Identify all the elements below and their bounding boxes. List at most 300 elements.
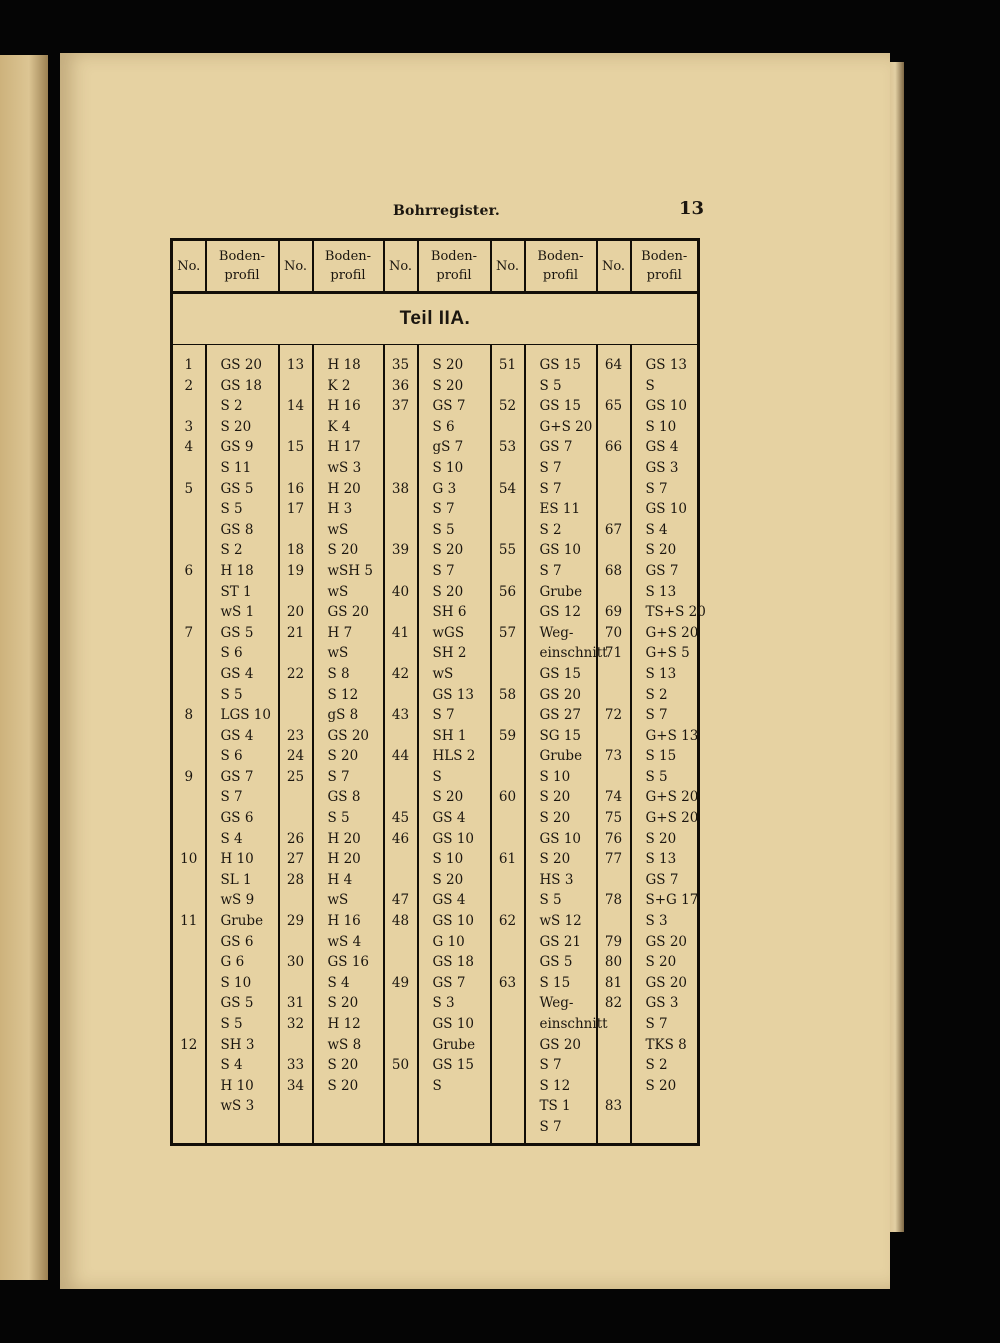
- soil-profile: S 20: [645, 830, 677, 847]
- bore-number: [598, 1076, 630, 1097]
- soil-profile: S 7: [327, 768, 350, 785]
- soil-profile: S 20: [539, 851, 571, 868]
- bore-register-table: [170, 238, 706, 1146]
- bore-number: 72: [604, 707, 623, 724]
- bore-number: [173, 870, 205, 891]
- soil-profile: S 13: [645, 665, 677, 682]
- soil-profile: LGS 10: [220, 707, 271, 724]
- soil-profile: Weg-: [539, 995, 574, 1012]
- soil-profile: S 20: [539, 789, 571, 806]
- soil-profile: H 20: [327, 851, 361, 868]
- header-profile: [525, 240, 597, 293]
- bore-number: [280, 417, 312, 438]
- running-header: Bohrregister.: [393, 203, 500, 219]
- soil-profile: S 20: [432, 871, 464, 888]
- bore-number: 56: [498, 583, 517, 600]
- soil-profile: S 6: [220, 748, 243, 765]
- bore-number: 2: [184, 377, 194, 394]
- profile-column-1: [206, 345, 279, 1145]
- bore-number: 15: [286, 439, 305, 456]
- no-column-2: [279, 345, 313, 1145]
- soil-profile: H 16: [327, 913, 361, 930]
- soil-profile: G+S 5: [645, 645, 690, 662]
- soil-profile: S 11: [220, 459, 252, 476]
- bore-number: 21: [286, 624, 305, 641]
- bore-number: 64: [604, 357, 623, 373]
- soil-profile: H 20: [327, 830, 361, 847]
- bore-number: [492, 458, 524, 479]
- bore-number: [280, 643, 312, 664]
- bore-number: [385, 458, 417, 479]
- header-profile-line2: profil: [542, 268, 579, 283]
- bore-number: [598, 582, 630, 603]
- bore-number: [492, 705, 524, 726]
- bore-number: 63: [498, 974, 517, 991]
- soil-profile: S 13: [645, 583, 677, 600]
- bore-number: 46: [391, 830, 410, 847]
- soil-profile: Grube: [539, 583, 583, 600]
- bore-number: [492, 499, 524, 520]
- bore-number: [173, 1014, 205, 1035]
- bore-number: 54: [498, 480, 517, 497]
- bore-number: [598, 479, 630, 500]
- bore-number: [173, 1076, 205, 1097]
- bore-number: 75: [604, 810, 623, 827]
- no-column-3: [384, 345, 418, 1145]
- bore-number: [598, 726, 630, 747]
- bore-number: [492, 643, 524, 664]
- bore-number: [385, 726, 417, 747]
- bore-number: [492, 1055, 524, 1076]
- bore-number: [173, 787, 205, 808]
- bore-number: [492, 870, 524, 891]
- bore-number: [280, 973, 312, 994]
- bore-number: 18: [286, 542, 305, 559]
- bore-number: 73: [604, 748, 623, 765]
- soil-profile: H 3: [327, 501, 353, 518]
- soil-profile: GS 7: [432, 398, 466, 415]
- bore-number: [492, 1096, 524, 1117]
- bore-number: [492, 520, 524, 541]
- soil-profile: S 7: [645, 1016, 668, 1032]
- bore-number: [598, 458, 630, 479]
- soil-profile: S+G 17: [645, 892, 699, 909]
- header-profile-line1: Boden-: [430, 249, 478, 264]
- soil-profile: S 8: [327, 665, 350, 682]
- soil-profile: S 20: [432, 542, 464, 559]
- soil-profile: wS 3: [327, 459, 362, 476]
- soil-profile: GS 6: [220, 810, 254, 827]
- bore-number: 67: [604, 521, 623, 538]
- bore-number: [598, 1055, 630, 1076]
- soil-profile: S 10: [220, 974, 252, 991]
- bore-number: [385, 787, 417, 808]
- soil-profile: S 4: [220, 1057, 243, 1074]
- header-profile: [206, 240, 279, 293]
- bore-number: [280, 582, 312, 603]
- soil-profile: TS+S 20: [645, 604, 706, 621]
- header-profile-line1: Boden-: [324, 249, 372, 264]
- bore-number: [492, 602, 524, 623]
- soil-profile: wS 3: [220, 1098, 255, 1115]
- soil-profile: S 7: [539, 562, 562, 579]
- soil-profile: wS: [327, 645, 349, 662]
- soil-profile: G+S 13: [645, 727, 699, 744]
- bore-number: [598, 911, 630, 932]
- bore-number: 81: [604, 974, 623, 991]
- bore-number: [173, 808, 205, 829]
- soil-profile: GS 8: [327, 789, 361, 806]
- soil-profile: GS 20: [539, 1036, 582, 1053]
- bore-number: [173, 664, 205, 685]
- soil-profile: GS 4: [432, 810, 466, 827]
- bore-number: [173, 1096, 205, 1117]
- soil-profile: S 20: [327, 1057, 359, 1074]
- profile-column-3: [418, 345, 491, 1145]
- bore-number: [280, 787, 312, 808]
- soil-profile: H 7: [327, 624, 353, 641]
- soil-profile: S 6: [220, 645, 243, 662]
- header-no: No.: [597, 240, 631, 293]
- soil-profile: GS 15: [539, 398, 582, 415]
- bore-number: 4: [184, 439, 194, 456]
- header-profile: [631, 240, 699, 293]
- bore-number: 44: [391, 748, 410, 765]
- bore-number: 7: [184, 624, 194, 641]
- bore-number: [385, 643, 417, 664]
- soil-profile: S 4: [327, 974, 350, 991]
- bore-number: 76: [604, 830, 623, 847]
- bore-number: [173, 540, 205, 561]
- soil-profile: GS 10: [432, 913, 475, 930]
- soil-profile: gS 8: [327, 707, 359, 724]
- bore-number: [280, 685, 312, 706]
- bore-number: [173, 890, 205, 911]
- no-column-1: [172, 345, 206, 1145]
- soil-profile: wS: [327, 583, 349, 600]
- soil-profile: S 5: [220, 1016, 243, 1032]
- soil-profile: einschnitt: [539, 1016, 608, 1032]
- soil-profile: Grube: [432, 1036, 476, 1053]
- bore-number: [173, 726, 205, 747]
- soil-profile: GS 15: [539, 665, 582, 682]
- soil-profile: GS 13: [645, 357, 688, 373]
- soil-profile: S 20: [432, 789, 464, 806]
- soil-profile: S 5: [432, 521, 455, 538]
- bore-number: 53: [498, 439, 517, 456]
- bore-number: [385, 993, 417, 1014]
- bore-number: 17: [286, 501, 305, 518]
- soil-profile: GS 18: [220, 377, 263, 394]
- soil-profile: wS 1: [220, 604, 255, 621]
- soil-profile: SL 1: [220, 871, 252, 888]
- bore-number: [173, 932, 205, 953]
- bore-number: [492, 767, 524, 788]
- bore-number: [492, 746, 524, 767]
- bore-number: 38: [391, 480, 410, 497]
- soil-profile: wS 8: [327, 1036, 362, 1053]
- header-profile-line1: Boden-: [218, 249, 266, 264]
- bore-number: 69: [604, 604, 623, 621]
- soil-profile: S 20: [539, 810, 571, 827]
- soil-profile: GS 4: [220, 727, 254, 744]
- soil-profile: GS 10: [645, 501, 688, 518]
- soil-profile: GS 7: [645, 562, 679, 579]
- soil-profile: G+S 20: [645, 810, 699, 827]
- bore-number: 10: [180, 851, 198, 868]
- bore-number: [385, 602, 417, 623]
- soil-profile: gS 7: [432, 439, 464, 456]
- soil-profile: S 20: [432, 357, 464, 373]
- soil-profile: wS 9: [220, 892, 255, 909]
- bore-number: 35: [391, 357, 410, 373]
- bore-number: 49: [391, 974, 410, 991]
- header-profile-line1: Boden-: [641, 249, 688, 264]
- soil-profile: S 5: [645, 768, 668, 785]
- soil-profile: GS 20: [327, 727, 370, 744]
- bore-number: 51: [498, 357, 517, 373]
- soil-profile: K 2: [327, 377, 351, 394]
- left-page-edge: [0, 55, 48, 1280]
- soil-profile: S 5: [539, 892, 562, 909]
- header-profile-line2: profil: [646, 268, 682, 283]
- soil-profile: G 10: [432, 933, 465, 950]
- bore-number: 33: [286, 1057, 305, 1074]
- soil-profile: SH 2: [432, 645, 467, 662]
- bore-number: [173, 993, 205, 1014]
- soil-profile: ES 11: [539, 501, 581, 518]
- bore-number: [598, 685, 630, 706]
- bore-number: [492, 808, 524, 829]
- bore-number: 62: [498, 913, 517, 930]
- soil-profile: S 7: [645, 480, 668, 497]
- bore-number: [280, 808, 312, 829]
- soil-profile: S 3: [432, 995, 455, 1012]
- soil-profile: ST 1: [220, 583, 252, 600]
- bore-number: 83: [604, 1098, 623, 1115]
- soil-profile: GS 20: [645, 974, 688, 991]
- soil-profile: GS 18: [432, 954, 475, 971]
- soil-profile: H 4: [327, 871, 353, 888]
- soil-profile: S 3: [645, 913, 668, 930]
- bore-number: 47: [391, 892, 410, 909]
- soil-profile: S 20: [432, 377, 464, 394]
- bore-number: 13: [286, 357, 305, 373]
- bore-number: [173, 685, 205, 706]
- soil-profile: Grube: [220, 913, 264, 930]
- soil-profile: S 12: [539, 1077, 571, 1094]
- soil-profile: S 2: [645, 1057, 668, 1074]
- soil-profile: S 10: [539, 768, 571, 785]
- header-no: No.: [172, 240, 206, 293]
- soil-profile: GS 27: [539, 707, 582, 724]
- bore-number: [385, 417, 417, 438]
- soil-profile: GS 15: [539, 357, 582, 373]
- soil-profile: S 2: [220, 398, 243, 415]
- soil-profile: wS 12: [539, 913, 582, 930]
- bore-number: 68: [604, 562, 623, 579]
- soil-profile: GS 20: [220, 357, 263, 373]
- bore-number: [280, 458, 312, 479]
- soil-profile: H 18: [220, 562, 254, 579]
- bore-number: [385, 1096, 417, 1117]
- soil-profile: GS 16: [327, 954, 370, 971]
- bore-number: 71: [604, 645, 623, 662]
- bore-number: [385, 1014, 417, 1035]
- bore-number: [492, 376, 524, 397]
- bore-number: 82: [604, 995, 623, 1012]
- table-header-row: [172, 240, 699, 293]
- bore-number: [598, 664, 630, 685]
- bore-number: 31: [286, 995, 305, 1012]
- bore-number: [598, 499, 630, 520]
- bore-number: 41: [391, 624, 410, 641]
- bore-number: [492, 1076, 524, 1097]
- header-profile-line2: profil: [330, 268, 366, 283]
- section-title: Teil IIA.: [172, 293, 699, 345]
- bore-number: 36: [391, 377, 410, 394]
- bore-number: 55: [498, 542, 517, 559]
- soil-profile: S 20: [645, 954, 677, 971]
- soil-profile: GS 5: [220, 995, 254, 1012]
- bore-number: 60: [498, 789, 517, 806]
- soil-profile: GS 7: [220, 768, 254, 785]
- soil-profile: GS 7: [539, 439, 573, 456]
- soil-profile: S 6: [432, 418, 455, 435]
- soil-profile: GS 6: [220, 933, 254, 950]
- bore-number: [385, 520, 417, 541]
- soil-profile: S 15: [539, 974, 571, 991]
- soil-profile: H 18: [327, 357, 361, 373]
- bore-number: [173, 952, 205, 973]
- bore-number: [492, 664, 524, 685]
- bore-number: 37: [391, 398, 410, 415]
- bore-number: 3: [184, 418, 194, 435]
- soil-profile: GS 10: [539, 830, 582, 847]
- soil-profile: S 5: [539, 377, 562, 394]
- bore-number: [173, 829, 205, 850]
- soil-profile: S 4: [220, 830, 243, 847]
- bore-number: [492, 890, 524, 911]
- bore-number: [173, 520, 205, 541]
- bore-number: 57: [498, 624, 517, 641]
- soil-profile: S 20: [220, 418, 252, 435]
- soil-profile: GS 15: [432, 1057, 475, 1074]
- soil-profile: S 20: [327, 748, 359, 765]
- bore-number: 32: [286, 1016, 305, 1032]
- bore-number: [598, 417, 630, 438]
- soil-profile: S: [432, 768, 442, 785]
- soil-profile: G+S 20: [645, 624, 699, 641]
- soil-profile: S: [645, 377, 655, 394]
- bore-number: [385, 437, 417, 458]
- soil-profile: SH 3: [220, 1036, 255, 1053]
- bore-number: [492, 561, 524, 582]
- bore-number: [280, 890, 312, 911]
- bore-number: [598, 1035, 630, 1056]
- soil-profile: G 3: [432, 480, 457, 497]
- soil-profile: S 10: [432, 459, 464, 476]
- bore-number: [492, 932, 524, 953]
- soil-profile: wGS: [432, 624, 465, 641]
- soil-profile: GS 7: [432, 974, 466, 991]
- bore-number: 25: [286, 768, 305, 785]
- bore-number: 59: [498, 727, 517, 744]
- bore-number: 29: [286, 913, 305, 930]
- soil-profile: wS: [432, 665, 454, 682]
- bore-number: [173, 499, 205, 520]
- soil-profile: GS 5: [220, 624, 254, 641]
- bore-number: 19: [286, 562, 305, 579]
- soil-profile: wS 4: [327, 933, 362, 950]
- soil-profile: H 10: [220, 1077, 254, 1094]
- soil-profile: S 7: [432, 501, 455, 518]
- soil-profile: S 4: [645, 521, 668, 538]
- bore-number: [173, 643, 205, 664]
- bore-number: [492, 1014, 524, 1035]
- soil-profile: HS 3: [539, 871, 574, 888]
- bore-number: 65: [604, 398, 623, 415]
- soil-profile: S 20: [432, 583, 464, 600]
- bore-number: 70: [604, 624, 623, 641]
- header-profile-line1: Boden-: [537, 249, 584, 264]
- bore-number: [385, 952, 417, 973]
- soil-profile: K 4: [327, 418, 351, 435]
- bore-number: [280, 520, 312, 541]
- soil-profile: HLS 2: [432, 748, 476, 765]
- bore-number: 11: [180, 913, 198, 930]
- bore-number: [280, 376, 312, 397]
- bore-number: [385, 561, 417, 582]
- soil-profile: GS 10: [432, 830, 475, 847]
- soil-profile: S 7: [539, 459, 562, 476]
- bore-number: [492, 993, 524, 1014]
- soil-profile: GS 4: [220, 665, 254, 682]
- soil-profile: wS: [327, 521, 349, 538]
- soil-profile: S 2: [645, 686, 668, 703]
- bore-number: 45: [391, 810, 410, 827]
- soil-profile: GS 5: [220, 480, 254, 497]
- soil-profile: einschnitt: [539, 645, 608, 662]
- bore-number: 40: [391, 583, 410, 600]
- header-profile-line2: profil: [224, 268, 260, 283]
- soil-profile: S 12: [327, 686, 359, 703]
- profile-column-5: [631, 345, 706, 1145]
- soil-profile: G 6: [220, 954, 245, 971]
- soil-profile: GS 21: [539, 933, 582, 950]
- bore-number: 20: [286, 604, 305, 621]
- profile-column-2: [313, 345, 384, 1145]
- soil-profile: S 13: [645, 851, 677, 868]
- bore-number: [385, 499, 417, 520]
- soil-profile: GS 3: [645, 995, 679, 1012]
- soil-profile: GS 5: [539, 954, 573, 971]
- bore-number: [492, 829, 524, 850]
- bore-number: 5: [184, 480, 194, 497]
- header-no: No.: [279, 240, 313, 293]
- soil-profile: GS 10: [432, 1016, 475, 1032]
- data-row: [172, 345, 699, 1145]
- bore-number: 66: [604, 439, 623, 456]
- bore-number: [173, 582, 205, 603]
- page-number: 13: [679, 198, 705, 219]
- bore-number: 6: [184, 562, 194, 579]
- soil-profile: GS 10: [645, 398, 688, 415]
- soil-profile: H 12: [327, 1016, 361, 1032]
- bore-number: [173, 396, 205, 417]
- soil-profile: Weg-: [539, 624, 574, 641]
- bore-number: [173, 1055, 205, 1076]
